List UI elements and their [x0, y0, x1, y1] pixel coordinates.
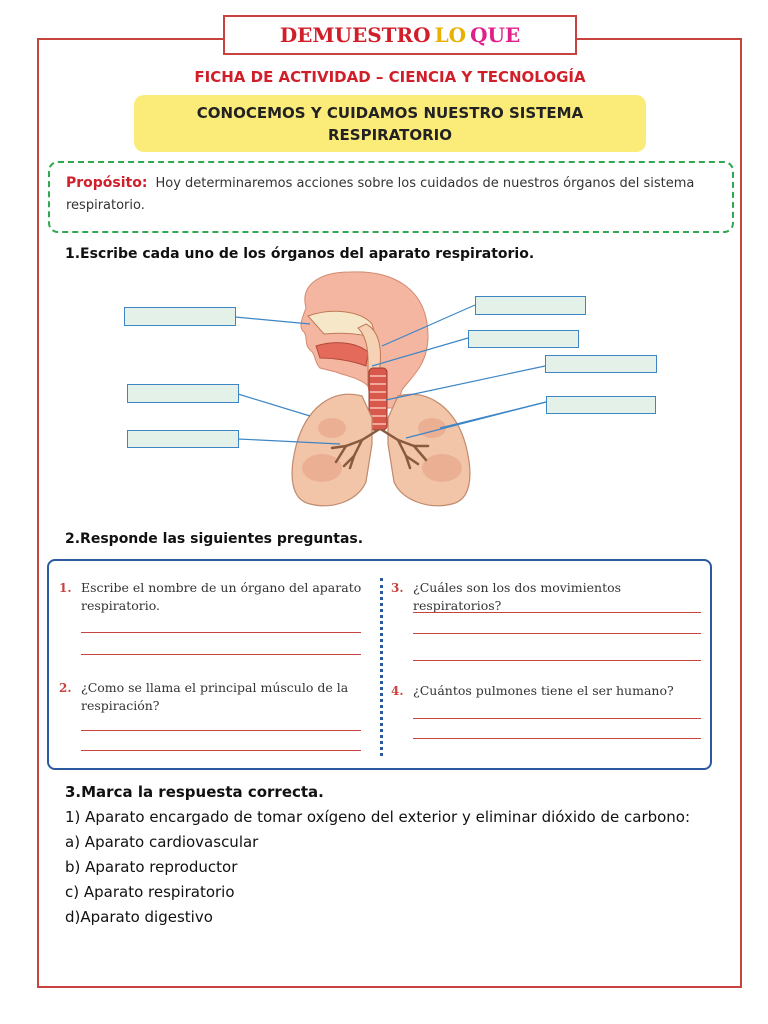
answer-line[interactable] — [413, 718, 701, 719]
answer-line[interactable] — [413, 738, 701, 739]
organ-label-box-5[interactable] — [127, 384, 239, 403]
section-3-question: 1) Aparato encargado de tomar oxígeno del exterior y eliminar dióxido de carbono: — [65, 808, 691, 826]
question-3-number: 3. — [391, 581, 404, 595]
organ-label-box-4[interactable] — [545, 355, 657, 373]
purpose-text: Hoy determinaremos acciones sobre los cuidados de nuestros órganos del sistema respiratorio. — [66, 176, 695, 213]
question-2-text: ¿Como se llama el principal músculo de la respiración? — [81, 680, 349, 713]
organ-label-box-3[interactable] — [468, 330, 579, 348]
topic-line-2: RESPIRATORIO — [327, 125, 453, 144]
purpose-box — [48, 161, 734, 233]
title-word-1: DEMUESTRO — [279, 23, 431, 47]
answer-line[interactable] — [81, 632, 361, 633]
right-lung-illustration — [388, 394, 470, 505]
head-illustration — [301, 272, 428, 408]
page-title — [223, 15, 577, 55]
topic-line-1: CONOCEMOS Y CUIDAMOS NUESTRO SISTEMA — [196, 103, 584, 122]
section-3-heading: 3.Marca la respuesta correcta. — [65, 783, 324, 801]
section-2-heading: 2.Responde las siguientes preguntas. — [65, 531, 364, 547]
title-word-2: LO — [434, 23, 467, 47]
organ-label-box-7[interactable] — [127, 430, 239, 448]
option-a[interactable]: a) Aparato cardiovascular — [65, 833, 259, 851]
question-1-number: 1. — [59, 581, 72, 595]
answer-line[interactable] — [413, 633, 701, 634]
left-lung-illustration — [292, 394, 372, 505]
topic-banner — [134, 95, 646, 152]
organ-label-box-2[interactable] — [475, 296, 586, 315]
option-b[interactable]: b) Aparato reproductor — [65, 858, 238, 876]
section-1-heading: 1.Escribe cada uno de los órganos del aparato respiratorio. — [65, 246, 535, 262]
question-4-number: 4. — [391, 684, 404, 698]
title-word-3: QUE — [470, 23, 521, 47]
organ-label-box-1[interactable] — [124, 307, 236, 326]
questions-divider — [380, 578, 383, 756]
question-1-text: Escribe el nombre de un órgano del aparato respiratorio. — [81, 580, 362, 613]
organ-label-box-6[interactable] — [546, 396, 656, 414]
question-3-text: ¿Cuáles son los dos movimientos respiratorios? — [413, 580, 622, 613]
question-4-text: ¿Cuántos pulmones tiene el ser humano? — [413, 683, 674, 698]
answer-line[interactable] — [81, 750, 361, 751]
activity-subtitle: FICHA DE ACTIVIDAD – CIENCIA Y TECNOLOGÍA — [194, 68, 586, 86]
option-c[interactable]: c) Aparato respiratorio — [65, 883, 235, 901]
purpose-label: Propósito: — [66, 175, 148, 191]
option-d[interactable]: d)Aparato digestivo — [65, 908, 213, 926]
answer-line[interactable] — [81, 730, 361, 731]
answer-line[interactable] — [413, 660, 701, 661]
question-2-number: 2. — [59, 681, 72, 695]
section-3 — [65, 780, 725, 930]
answer-line[interactable] — [413, 612, 701, 613]
answer-line[interactable] — [81, 654, 361, 655]
